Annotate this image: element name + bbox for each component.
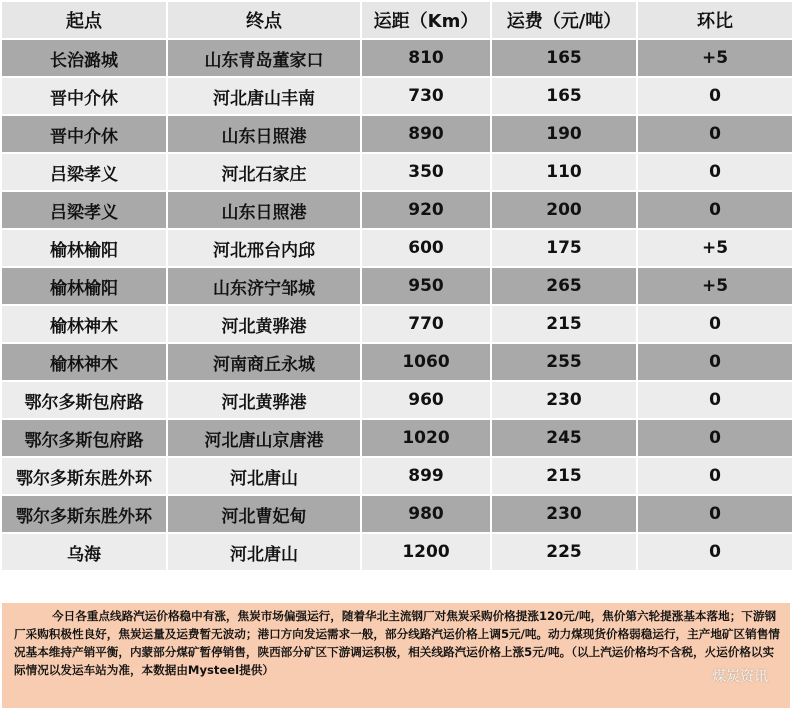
table-row (2, 344, 792, 380)
cell-freight: 245 (492, 420, 636, 456)
cell-distance: 810 (362, 40, 490, 76)
cell-distance: 960 (362, 382, 490, 418)
cell-change: +5 (638, 268, 792, 304)
cell-destination: 山东日照港 (168, 192, 360, 228)
table-row (2, 192, 792, 228)
header-origin: 起点 (2, 2, 166, 38)
table-row (2, 268, 792, 304)
cell-destination: 河北曹妃甸 (168, 496, 360, 532)
cell-freight: 165 (492, 78, 636, 114)
table-row (2, 534, 792, 570)
cell-distance: 600 (362, 230, 490, 266)
cell-change: +5 (638, 230, 792, 266)
cell-change: 0 (638, 420, 792, 456)
cell-change: 0 (638, 154, 792, 190)
table-row (2, 154, 792, 190)
cell-origin: 鄂尔多斯东胜外环 (2, 458, 166, 494)
cell-distance: 1060 (362, 344, 490, 380)
cell-freight: 200 (492, 192, 636, 228)
cell-destination: 河南商丘永城 (168, 344, 360, 380)
cell-destination: 河北黄骅港 (168, 382, 360, 418)
cell-distance: 899 (362, 458, 490, 494)
cell-freight: 110 (492, 154, 636, 190)
cell-origin: 鄂尔多斯包府路 (2, 382, 166, 418)
header-destination: 终点 (168, 2, 360, 38)
cell-change: 0 (638, 78, 792, 114)
cell-origin: 吕梁孝义 (2, 192, 166, 228)
cell-destination: 河北唐山京唐港 (168, 420, 360, 456)
table-row (2, 306, 792, 342)
cell-change: 0 (638, 458, 792, 494)
table-header-row (2, 2, 792, 38)
cell-freight: 265 (492, 268, 636, 304)
cell-destination: 河北邢台内邱 (168, 230, 360, 266)
cell-freight: 190 (492, 116, 636, 152)
cell-distance: 890 (362, 116, 490, 152)
cell-destination: 河北唐山丰南 (168, 78, 360, 114)
cell-change: 0 (638, 534, 792, 570)
cell-distance: 980 (362, 496, 490, 532)
cell-distance: 350 (362, 154, 490, 190)
cell-freight: 230 (492, 496, 636, 532)
cell-change: 0 (638, 306, 792, 342)
table-row (2, 78, 792, 114)
table-row (2, 458, 792, 494)
cell-change: +5 (638, 40, 792, 76)
cell-origin: 吕梁孝义 (2, 154, 166, 190)
cell-distance: 1020 (362, 420, 490, 456)
cell-origin: 榆林神木 (2, 306, 166, 342)
table-row (2, 496, 792, 532)
cell-destination: 河北黄骅港 (168, 306, 360, 342)
table-body (2, 40, 792, 570)
header-freight: 运费（元/吨） (492, 2, 636, 38)
cell-origin: 晋中介休 (2, 116, 166, 152)
cell-destination: 河北唐山 (168, 458, 360, 494)
cell-origin: 乌海 (2, 534, 166, 570)
market-note: 今日各重点线路汽运价格稳中有涨，焦炭市场偏强运行，随着华北主流钢厂对焦炭采购价格提涨120元/吨，焦价第六轮提涨基本落地；下游钢厂采购积极性良好，焦炭运量及运费暂无波动；港口方向发运需求一般，部分线路汽运价格上调5元/吨。动力煤现货价格弱稳运行，主产地矿区销售情况基本维持产销平衡，内蒙部分煤矿暂停销售，陕西部分矿区下游调运积极，相关线路汽运价格上涨5元/吨。（以上汽运价格均不含税，火运价格以实际情况以发运车站为准，本数据由Mysteel提供） (2, 603, 790, 708)
cell-freight: 255 (492, 344, 636, 380)
watermark-text: 煤炭资讯 (712, 669, 768, 685)
cell-change: 0 (638, 382, 792, 418)
cell-destination: 河北唐山 (168, 534, 360, 570)
table-row (2, 382, 792, 418)
cell-origin: 长治潞城 (2, 40, 166, 76)
cell-destination: 山东济宁邹城 (168, 268, 360, 304)
table-row (2, 420, 792, 456)
table-row (2, 116, 792, 152)
cell-origin: 晋中介休 (2, 78, 166, 114)
cell-freight: 215 (492, 306, 636, 342)
cell-change: 0 (638, 344, 792, 380)
cell-freight: 165 (492, 40, 636, 76)
cell-distance: 920 (362, 192, 490, 228)
cell-freight: 215 (492, 458, 636, 494)
cell-destination: 河北石家庄 (168, 154, 360, 190)
cell-distance: 730 (362, 78, 490, 114)
header-change: 环比 (638, 2, 792, 38)
cell-origin: 榆林榆阳 (2, 268, 166, 304)
cell-origin: 榆林神木 (2, 344, 166, 380)
cell-distance: 770 (362, 306, 490, 342)
cell-distance: 1200 (362, 534, 490, 570)
cell-origin: 鄂尔多斯包府路 (2, 420, 166, 456)
cell-freight: 230 (492, 382, 636, 418)
header-distance: 运距（Km） (362, 2, 490, 38)
cell-distance: 950 (362, 268, 490, 304)
cell-destination: 山东日照港 (168, 116, 360, 152)
cell-origin: 榆林榆阳 (2, 230, 166, 266)
table-row (2, 230, 792, 266)
cell-change: 0 (638, 116, 792, 152)
cell-destination: 山东青岛董家口 (168, 40, 360, 76)
cell-freight: 225 (492, 534, 636, 570)
cell-origin: 鄂尔多斯东胜外环 (2, 496, 166, 532)
cell-freight: 175 (492, 230, 636, 266)
table-row (2, 40, 792, 76)
cell-change: 0 (638, 192, 792, 228)
cell-change: 0 (638, 496, 792, 532)
